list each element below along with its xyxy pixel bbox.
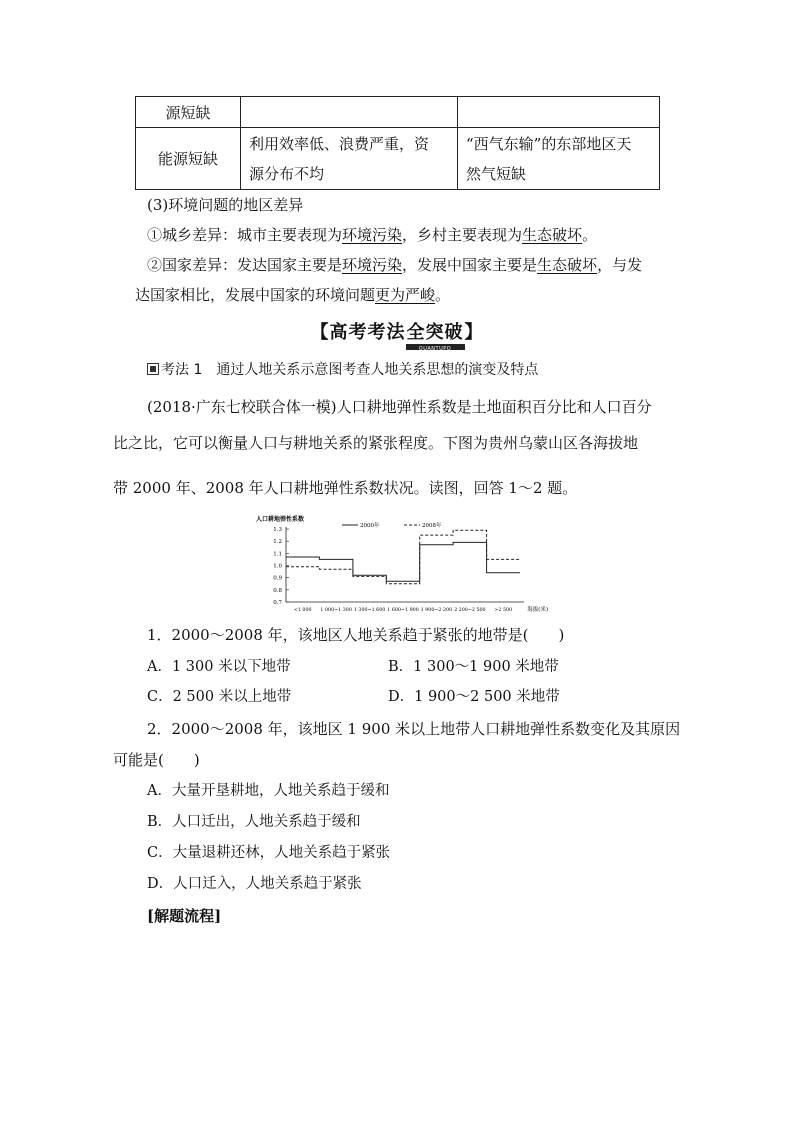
q2-option-c[interactable]: C．大量退耕还林，人地关系趋于紧张 — [147, 845, 391, 861]
x-tick-label: 1 000~1 300 — [320, 608, 352, 612]
chart-title: 人口耕地弹性系数 — [256, 516, 305, 523]
title-badge — [406, 318, 465, 350]
q1-option-d[interactable]: D．1 900～2 500 米地带 — [388, 689, 560, 705]
cell-line: 源分布不均 — [249, 164, 325, 183]
q2-option-d[interactable]: D．人口迁入，人地关系趋于紧张 — [147, 876, 362, 892]
text: ，与发 — [597, 256, 643, 274]
text: ①城乡差异：城市主要表现为 — [147, 226, 343, 244]
table-row — [136, 128, 660, 190]
q1-option-b[interactable]: B．1 300～1 900 米地带 — [388, 659, 559, 675]
x-tick-label: <1 000 — [293, 608, 312, 612]
x-tick-label: >2 500 — [494, 608, 513, 612]
title-left: 【高考考法 — [310, 322, 406, 343]
q1-option-c[interactable]: C．2 500 米以上地带 — [147, 689, 292, 705]
q2-option-b[interactable]: B．人口迁出，人地关系趋于缓和 — [147, 814, 361, 830]
table-cell — [241, 97, 458, 128]
elasticity-chart — [250, 512, 550, 612]
underlined-term: 更为严峻 — [375, 286, 436, 304]
text: ，乡村主要表现为 — [402, 226, 523, 244]
series-line-1 — [286, 542, 520, 581]
q2-stem-2: 可能是( ) — [113, 751, 200, 769]
underlined-term: 生态破坏 — [522, 226, 583, 244]
x-tick-label: 1 300~1 600 — [353, 608, 386, 612]
table-row — [136, 97, 660, 128]
badge-text: 全突破 — [406, 322, 464, 343]
intro-line-1: (2018·广东七校联合体一模)人口耕地弹性系数是土地面积百分比和人口百分 — [147, 398, 652, 416]
table-cell — [458, 128, 660, 190]
series-line-2 — [286, 530, 520, 584]
y-tick-label: 1.3 — [273, 527, 282, 533]
method-label: 考法 1 — [161, 362, 203, 378]
text: 。 — [582, 226, 598, 244]
y-tick-label: 0.9 — [273, 575, 282, 582]
method-text: 通过人地关系示意图考查人地关系思想的演变及特点 — [216, 362, 539, 378]
x-tick-label: 1 900~2 200 — [420, 608, 453, 612]
underlined-term: 环境污染 — [342, 256, 403, 274]
table-cell: 能源短缺 — [136, 128, 241, 190]
y-tick-label: 1.1 — [273, 551, 282, 558]
q2-stem-1: 2．2000～2008 年，该地区 1 900 米以上地带人口耕地弹性系数变化及其原因 — [147, 720, 681, 738]
badge-sub: QUANTUPO — [418, 346, 452, 352]
country-line-1 — [147, 254, 642, 276]
table-cell — [241, 128, 458, 190]
section-title — [0, 318, 794, 350]
method-line — [147, 359, 538, 379]
urban-rural-line — [147, 224, 597, 246]
underlined-term: 环境污染 — [342, 226, 403, 244]
y-tick-label: 1.0 — [273, 563, 282, 570]
resource-table — [135, 96, 660, 190]
method-icon — [147, 363, 159, 375]
text: ②国家差异：发达国家主要是 — [147, 256, 343, 274]
x-tick-label: 1 600~1 900 — [387, 608, 419, 612]
title-right: 】 — [464, 322, 484, 343]
y-tick-label: 1.2 — [273, 539, 282, 546]
cell-line: “西气东输”的东部地区天 — [466, 134, 632, 153]
text: 达国家相比，发展中国家的环境问题 — [135, 286, 376, 304]
solve-heading: [解题流程] — [147, 907, 222, 925]
x-axis-label: 海拔(米) — [527, 607, 548, 612]
table-cell: 源短缺 — [136, 97, 241, 128]
q1-option-a[interactable]: A．1 300 米以下地带 — [147, 659, 291, 675]
intro-line-2: 比之比，它可以衡量人口与耕地关系的紧张程度。下图为贵州乌蒙山区各海拔地 — [113, 434, 639, 452]
cell-line: 利用效率低、浪费严重，资 — [249, 134, 430, 153]
legend-label: 2000年 — [360, 523, 380, 529]
text: 。 — [435, 286, 451, 304]
q2-option-a[interactable]: A．大量开垦耕地，人地关系趋于缓和 — [147, 783, 390, 799]
env-heading: (3)环境问题的地区差异 — [147, 196, 304, 214]
underlined-term: 生态破坏 — [537, 256, 598, 274]
intro-line-3: 带 2000 年、2008 年人口耕地弹性系数状况。读图，回答 1～2 题。 — [113, 479, 578, 497]
q1-stem: 1．2000～2008 年，该地区人地关系趋于紧张的地带是( ) — [147, 626, 565, 644]
text: ，发展中国家主要是 — [402, 256, 538, 274]
legend-label: 2008年 — [422, 523, 442, 529]
table-cell — [458, 97, 660, 128]
y-tick-label: 0.8 — [273, 587, 282, 594]
cell-line: 然气短缺 — [466, 164, 527, 183]
y-tick-label: 0.7 — [273, 600, 282, 606]
x-tick-label: 2 200~2 500 — [454, 608, 486, 612]
country-line-2 — [135, 284, 450, 306]
